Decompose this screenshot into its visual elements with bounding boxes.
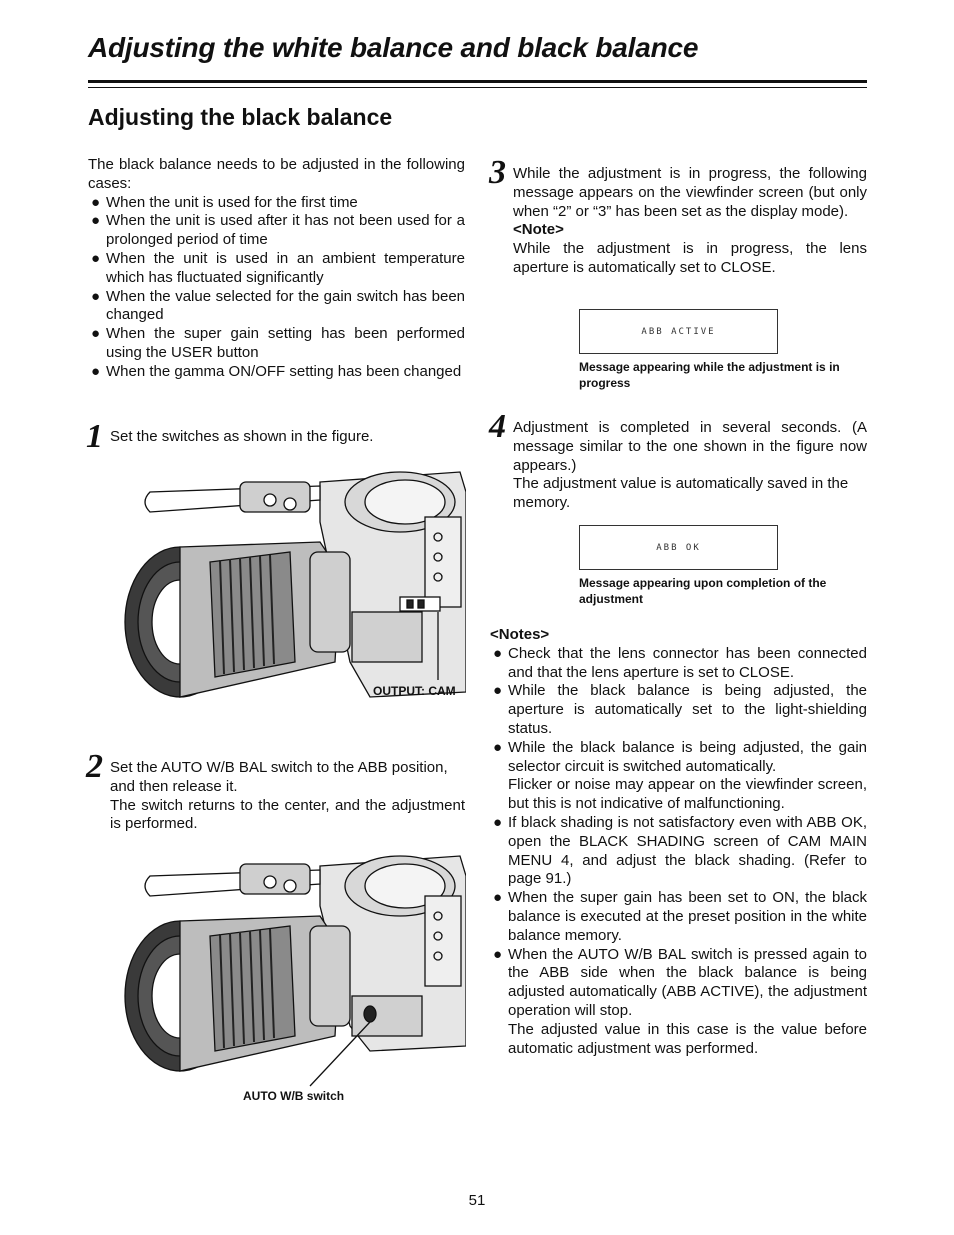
bullet-icon: ● (91, 193, 101, 211)
bullet-icon: ● (91, 212, 101, 230)
bullet-icon: ● (91, 325, 101, 343)
step-4-number: 4 (489, 408, 506, 445)
header-rule-thin (88, 87, 867, 88)
note-item: ● Check that the lens connector has been connected and that the lens aperture is set to CLOSE. (493, 644, 867, 681)
bullet-icon: ● (91, 287, 101, 305)
note-item: ● When the super gain has been set to ON, the black balance is executed at the preset position in the white balance memory. (493, 889, 867, 944)
step-3-text: While the adjustment is in progress, the following message appears on the viewfinder screen (but only when “2” or “3” has been set as the display mode). (513, 165, 867, 220)
abb-ok-caption: Message appearing upon completion of the adjustment (579, 576, 827, 606)
bullet-icon: ● (493, 682, 503, 700)
notes-block (490, 626, 867, 1058)
intro-bullet: ● When the value selected for the gain switch has been changed (91, 287, 465, 324)
note-extra: The adjusted value in this case is the value before automatic adjustment was performed. (508, 1020, 867, 1057)
header-rule (88, 80, 867, 83)
auto-wb-switch-callout: AUTO W/B switch (243, 1089, 345, 1103)
note-item: ● While the black balance is being adjusted, the gain selector circuit is switched automatically. Flicker or noise may appear on the viewfinder screen, but this is not indicative of malfunctioning. (493, 738, 867, 813)
section-title: Adjusting the black balance (88, 104, 393, 130)
page-number: 51 (468, 1192, 486, 1209)
note-extra: Flicker or noise may appear on the viewfinder screen, but this is not indicative of malfunctioning. (508, 776, 867, 813)
step-3-note-label: <Note> (513, 221, 564, 239)
output-cam-callout: OUTPUT: CAM (373, 684, 456, 698)
step-1-number: 1 (86, 418, 103, 455)
intro-bullet: ● When the unit is used for the first time (91, 193, 358, 211)
intro-bullet: ● When the super gain setting has been performed using the USER button (91, 325, 465, 361)
bullet-icon: ● (493, 644, 503, 662)
step-1-text: Set the switches as shown in the figure. (110, 428, 374, 445)
intro-bullet: ● When the unit is used after it has not been used for a prolonged period of time (91, 212, 465, 249)
camera-illustration-1 (120, 462, 466, 722)
step-3-note-text: While the adjustment is in progress, the lens aperture is automatically set to CLOSE. (513, 240, 867, 276)
bullet-icon: ● (493, 813, 503, 831)
step-3-block (513, 165, 867, 278)
step-4-block (513, 419, 867, 513)
abb-active-message-box: ABB ACTIVE (579, 309, 778, 354)
note-item: ● While the black balance is being adjusted, the aperture is automatically set to the light-shielding status. (493, 682, 867, 737)
step-2-number: 2 (86, 748, 103, 785)
bullet-icon: ● (91, 362, 101, 380)
bullet-icon: ● (493, 738, 503, 756)
abb-active-caption: Message appearing while the adjustment is in progress (579, 360, 840, 390)
step-4-text-2: The adjustment value is automatically saved in the memory. (513, 475, 849, 512)
note-item: ● When the AUTO W/B BAL switch is pressed again to the ABB side when the black balance is being adjusted automatically (ABB ACTIVE), the adjustment operation will stop. The adjusted value in this case is the value before automatic adjustment was performed. (493, 945, 867, 1057)
page-title: Adjusting the white balance and black balance (88, 32, 699, 63)
camera-illustration-2 (120, 846, 466, 1092)
bullet-icon: ● (493, 889, 503, 907)
step-2-text-2: The switch returns to the center, and the adjustment is performed. (110, 796, 465, 833)
notes-label: <Notes> (490, 626, 550, 643)
step-3-number: 3 (489, 154, 506, 191)
step-2-text: Set the AUTO W/B BAL switch to the ABB position, and then release it. (110, 759, 448, 795)
step-2-block (110, 759, 465, 834)
step-4-text: Adjustment is completed in several seconds. (A message similar to the one shown in the figure now appears.) (513, 419, 867, 474)
intro-bullet: ● When the unit is used in an ambient temperature which has fluctuated significantly (91, 249, 465, 286)
abb-ok-message-box: ABB OK (579, 525, 778, 570)
bullet-icon: ● (493, 945, 503, 963)
intro-block (88, 156, 465, 382)
intro-bullet: ● When the gamma ON/OFF setting has been changed (91, 362, 462, 380)
intro-text: The black balance needs to be adjusted in the following cases: (88, 156, 465, 192)
bullet-icon: ● (91, 249, 101, 267)
note-item: ● If black shading is not satisfactory even with ABB OK, open the BLACK SHADING screen of CAM MAIN MENU 4, and adjust the black shading. (Refer to page 91.) (493, 813, 867, 888)
